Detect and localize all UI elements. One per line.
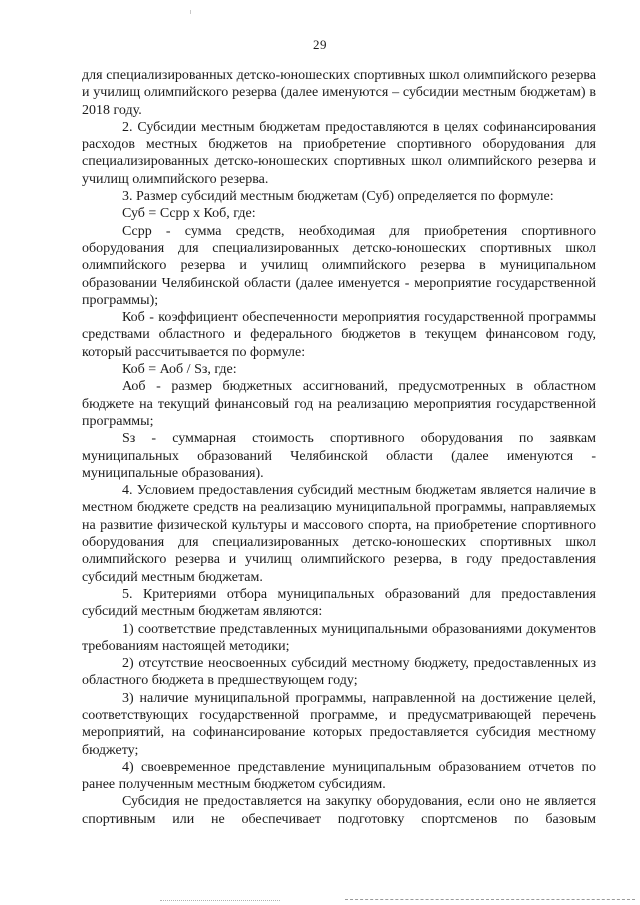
- formula-kob: Коб = Аоб / Sз, где:: [122, 362, 237, 378]
- criterion-2: 2) отсутствие неосвоенных субсидий местному бюджету, предоставленных из областного бюджета в предшествующем году;: [82, 656, 596, 689]
- paragraph-continuation: для специализированных детско-юношеских спортивных школ олимпийского резерва и училищ олимпийского резерва (далее именуются – субсидии местным бюджетам) в 2018 году.: [82, 68, 596, 118]
- criterion-4: 4) своевременное представление муниципальным образованием отчетов по ранее полученным местным бюджетом субсидиям.: [82, 759, 596, 793]
- definition-aob: Аоб - размер бюджетных ассигнований, предусмотренных в областном бюджете на текущий финансовый год на реализацию мероприятия государственной программы;: [82, 379, 596, 429]
- scan-mark: [190, 10, 191, 14]
- page-number: 29: [313, 37, 327, 52]
- criterion-3: 3) наличие муниципальной программы, направленной на достижение целей, соответствующих государственной программе, и предусматривающей перечень мероприятий, на софинансирование которых предоставляется субсидия местному бюджету;: [82, 690, 596, 758]
- paragraph-subsidy-restriction: Субсидия не предоставляется на закупку оборудования, если оно не является спортивным или не обеспечивает подготовку спортсменов по базовым: [82, 794, 596, 827]
- definition-ssrr: Ссрр - сумма средств, необходимая для приобретения спортивного оборудования для специализированных детско-юношеских спортивных школ олимпийского резерва и училищ олимпийского резерва в муниципальном образовании Челябинской области (далее именуется - мероприятие государственной программы);: [82, 223, 596, 308]
- definition-kob: Коб - коэффициент обеспеченности мероприятия государственной программы средствами областного и федерального бюджетов в текущем финансовом году, который рассчитывается по формуле:: [82, 310, 596, 360]
- definition-sz: Sз - суммарная стоимость спортивного оборудования по заявкам муниципальных образований Челябинской области (далее именуются - муниципальные образования).: [82, 431, 596, 481]
- paragraph-item-2: 2. Субсидии местным бюджетам предоставляются в целях софинансирования расходов местных бюджетов на приобретение спортивного оборудования для специализированных детско-юношеских спортивных школ олимпийского резерва и училищ олимпийского резерва.: [82, 119, 596, 187]
- formula-sub: Суб = Ссрр х Коб, где:: [122, 206, 256, 222]
- scan-edge-dots: [160, 900, 280, 901]
- body-text: [82, 67, 596, 828]
- paragraph-item-4: 4. Условием предоставления субсидий местным бюджетам является наличие в местном бюджете средств на реализацию муниципальной программы, направляемых на развитие физической культуры и массового спорта, на приобретение спортивного оборудования для специализированных детско-юношеских спортивных школ олимпийского резерва и училищ олимпийского резерва, в году предоставления субсидий местным бюджетам.: [82, 483, 596, 585]
- paragraph-item-5: 5. Критериями отбора муниципальных образований для предоставления субсидий местным бюджетам являются:: [82, 586, 596, 620]
- paragraph-item-3: 3. Размер субсидий местным бюджетам (Суб) определяется по формуле:: [122, 189, 554, 205]
- scan-edge-line: [345, 899, 635, 900]
- criterion-1: 1) соответствие представленных муниципальными образованиями документов требованиям настоящей методики;: [82, 621, 596, 654]
